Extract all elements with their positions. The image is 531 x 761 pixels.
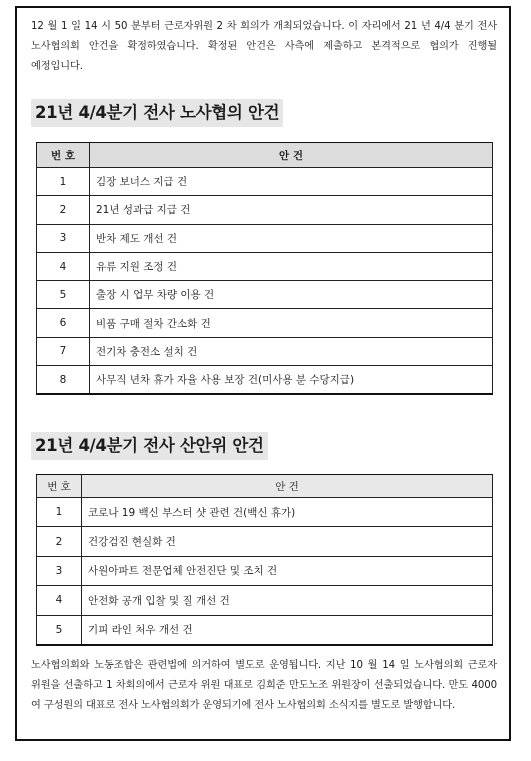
safety-agenda-heading: 21년 4/4분기 전사 산안위 안건: [31, 432, 268, 460]
row-item: 코로나 19 백신 부스터 샷 관련 건(백신 휴가): [82, 498, 493, 527]
row-item: 비품 구매 절차 간소화 건: [90, 309, 493, 337]
row-number: 2: [37, 527, 82, 556]
row-number: 5: [37, 281, 90, 309]
row-item: 김장 보너스 지급 건: [90, 168, 493, 196]
row-item: 사원아파트 전문업체 안전진단 및 조치 건: [82, 556, 493, 585]
row-number: 6: [37, 309, 90, 337]
row-number: 4: [37, 586, 82, 615]
table-row: [37, 615, 493, 645]
table-row: [37, 196, 493, 224]
row-item: 기피 라인 처우 개선 건: [82, 615, 493, 645]
table-row: [37, 337, 493, 365]
header-number: 번 호: [37, 475, 82, 498]
header-item: 안 건: [90, 143, 493, 168]
row-item: 반차 제도 개선 건: [90, 224, 493, 252]
row-item: 건강검진 현실화 건: [82, 527, 493, 556]
intro-paragraph: 12 월 1 일 14 시 50 분부터 근로자위원 2 차 회의가 개최되었습니다. 이 자리에서 21 년 4/4 분기 전사 노사협의회 안건을 확정하였습니다. 확정된 안건은 사측에 제출하고 본격적으로 협의가 진행될 예정입니다.: [31, 21, 497, 72]
table-header-row: [37, 143, 493, 168]
table-row: [37, 224, 493, 252]
row-item: 유류 지원 조정 건: [90, 252, 493, 280]
row-number: 8: [37, 366, 90, 395]
table-row: [37, 281, 493, 309]
labor-agenda-heading: 21년 4/4분기 전사 노사협의 안건: [31, 99, 283, 127]
row-item: 전기차 충전소 설치 건: [90, 337, 493, 365]
table-row: [37, 309, 493, 337]
row-item: 출장 시 업무 차량 이용 건: [90, 281, 493, 309]
document-page: [15, 6, 511, 741]
header-number: 번 호: [37, 143, 90, 168]
table-header-row: [37, 475, 493, 498]
row-number: 1: [37, 498, 82, 527]
row-number: 3: [37, 224, 90, 252]
row-number: 2: [37, 196, 90, 224]
row-item: 21년 성과급 지급 건: [90, 196, 493, 224]
table-row: [37, 168, 493, 196]
row-number: 7: [37, 337, 90, 365]
table-row: [37, 586, 493, 615]
table-row: [37, 527, 493, 556]
labor-agenda-table: [36, 142, 493, 395]
row-item: 안전화 공개 입찰 및 질 개선 건: [82, 586, 493, 615]
table-row: [37, 252, 493, 280]
table-row: [37, 366, 493, 395]
table-row: [37, 498, 493, 527]
outro-paragraph: 노사협의회와 노동조합은 관련법에 의거하여 별도로 운영됩니다. 지난 10 월 14 일 노사협의회 근로자 위원을 선출하고 1 차회의에서 근로자 위원 대표로 김희준 만도노조 위원장이 선출되었습니다. 만도 4000 여 구성원의 대표로 전사 노사협의회가 운영되기에 전사 노사협의회 소식지를 별도로 발행합니다.: [31, 660, 497, 711]
row-number: 3: [37, 556, 82, 585]
row-number: 4: [37, 252, 90, 280]
header-item: 안 건: [82, 475, 493, 498]
row-item: 사무직 년차 휴가 자율 사용 보장 건(미사용 분 수당지급): [90, 366, 493, 395]
safety-agenda-table: [36, 474, 493, 646]
row-number: 1: [37, 168, 90, 196]
table-row: [37, 556, 493, 585]
row-number: 5: [37, 615, 82, 645]
